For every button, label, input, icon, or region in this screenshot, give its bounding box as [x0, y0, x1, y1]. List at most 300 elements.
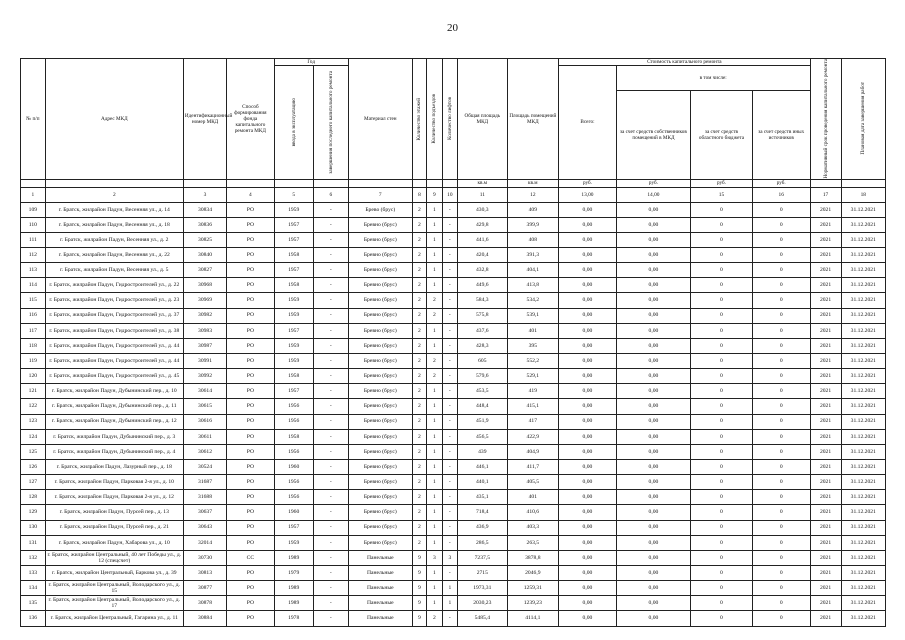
- cell-fund-method: РО: [227, 293, 274, 308]
- cell-year-commissioning: 1956: [274, 475, 313, 490]
- cell-year-commissioning: 1957: [274, 263, 313, 278]
- cell-year-last-repair: -: [313, 550, 348, 565]
- header-planned-start-label: Нормативный срок проведения капитального ремонта: [822, 59, 829, 179]
- cell-cost-other: 0: [752, 596, 810, 611]
- cell-cost-owners: 0,00: [616, 475, 690, 490]
- cell-wall-material: Бревно (брус): [348, 217, 412, 232]
- table-header: [21, 59, 886, 188]
- cell-lifts: -: [442, 520, 457, 535]
- cell-wall-material: Бревно (брус): [348, 414, 412, 429]
- cell-entrances: 1: [427, 338, 442, 353]
- cell-fund-method: РО: [227, 535, 274, 550]
- cell-planned-end: 31.12.2021: [841, 581, 885, 596]
- cell-row-number: 122: [21, 399, 46, 414]
- header-floors-label: Количество этажей: [416, 97, 423, 140]
- cell-planned-start: 2021: [810, 278, 841, 293]
- cell-total-area: 453,5: [458, 384, 507, 399]
- cell-planned-end: 31.12.2021: [841, 338, 885, 353]
- cell-year-last-repair: -: [313, 323, 348, 338]
- cell-address: г. Братск, жилрайон Падун, Гидростроителей ул., д. 44: [45, 338, 183, 353]
- cell-fund-method: РО: [227, 566, 274, 581]
- cell-house-id: 30637: [183, 505, 226, 520]
- cell-year-commissioning: 1959: [274, 354, 313, 369]
- header-year-commissioning: [274, 66, 313, 180]
- cell-year-commissioning: 1978: [274, 611, 313, 626]
- unit-cell: [313, 179, 348, 187]
- col-number: 14,00: [616, 187, 690, 202]
- cell-wall-material: Панельные: [348, 550, 412, 565]
- cell-row-number: 119: [21, 354, 46, 369]
- table-row: [21, 369, 886, 384]
- cell-cost-regional: 0: [691, 429, 753, 444]
- cell-fund-method: РО: [227, 354, 274, 369]
- cell-planned-end: 31.12.2021: [841, 611, 885, 626]
- cell-address: г. Братск, жилрайон Падун, Дубынинский пер., д. 11: [45, 399, 183, 414]
- table-row: [21, 338, 886, 353]
- cell-house-id: 30614: [183, 384, 226, 399]
- unit-cell: [841, 179, 885, 187]
- cell-planned-end: 31.12.2021: [841, 520, 885, 535]
- cell-living-area: 529,1: [507, 369, 559, 384]
- cell-year-last-repair: -: [313, 354, 348, 369]
- cell-cost-other: 0: [752, 384, 810, 399]
- cell-floors: 2: [412, 202, 426, 217]
- cell-living-area: 2046,9: [507, 566, 559, 581]
- cell-living-area: 1239,23: [507, 596, 559, 611]
- cell-planned-end: 31.12.2021: [841, 369, 885, 384]
- cell-total-area: 430,3: [458, 202, 507, 217]
- cell-planned-start: 2021: [810, 354, 841, 369]
- col-number: 1: [21, 187, 46, 202]
- col-number: 9: [427, 187, 442, 202]
- cell-total-area: 435,1: [458, 490, 507, 505]
- cell-wall-material: Панельные: [348, 566, 412, 581]
- cell-lifts: -: [442, 384, 457, 399]
- table-row: [21, 248, 886, 263]
- col-number: 13,00: [559, 187, 617, 202]
- cell-cost-regional: 0: [691, 535, 753, 550]
- cell-year-commissioning: 1989: [274, 596, 313, 611]
- cell-cost-total: 0,00: [559, 429, 617, 444]
- cell-living-area: 422,9: [507, 429, 559, 444]
- cell-cost-total: 0,00: [559, 535, 617, 550]
- cell-cost-regional: 0: [691, 354, 753, 369]
- col-number: 3: [183, 187, 226, 202]
- table-row: [21, 308, 886, 323]
- cell-year-commissioning: 1958: [274, 278, 313, 293]
- cell-wall-material: Бревно (брус): [348, 308, 412, 323]
- cell-fund-method: РО: [227, 202, 274, 217]
- cell-entrances: 2: [427, 369, 442, 384]
- cell-year-commissioning: 1959: [274, 293, 313, 308]
- header-floors: [412, 59, 426, 180]
- cell-cost-owners: 0,00: [616, 369, 690, 384]
- cell-cost-other: 0: [752, 263, 810, 278]
- header-num: № п/п: [21, 59, 46, 180]
- cell-total-area: 605: [458, 354, 507, 369]
- cell-planned-end: 31.12.2021: [841, 596, 885, 611]
- cell-total-area: 428,3: [458, 338, 507, 353]
- cell-cost-owners: 0,00: [616, 444, 690, 459]
- cell-year-commissioning: 1959: [274, 308, 313, 323]
- cell-living-area: 419: [507, 384, 559, 399]
- cell-cost-total: 0,00: [559, 475, 617, 490]
- cell-planned-end: 31.12.2021: [841, 444, 885, 459]
- cell-cost-regional: 0: [691, 566, 753, 581]
- cell-row-number: 121: [21, 384, 46, 399]
- cell-planned-end: 31.12.2021: [841, 232, 885, 247]
- cell-total-area: 456,5: [458, 429, 507, 444]
- table-row: [21, 278, 886, 293]
- cell-cost-regional: 0: [691, 232, 753, 247]
- unit-cell: [274, 179, 313, 187]
- cell-house-id: 30877: [183, 581, 226, 596]
- cell-planned-start: 2021: [810, 490, 841, 505]
- cell-total-area: 420,4: [458, 248, 507, 263]
- cell-cost-total: 0,00: [559, 581, 617, 596]
- cell-cost-total: 0,00: [559, 444, 617, 459]
- cell-floors: 2: [412, 338, 426, 353]
- cell-cost-owners: 0,00: [616, 202, 690, 217]
- cell-fund-method: РО: [227, 581, 274, 596]
- cell-total-area: 449,6: [458, 278, 507, 293]
- table-row: [21, 263, 886, 278]
- cell-year-last-repair: -: [313, 202, 348, 217]
- header-year-last-repair: [313, 66, 348, 180]
- cell-floors: 2: [412, 399, 426, 414]
- cell-cost-regional: 0: [691, 263, 753, 278]
- cell-lifts: 3: [442, 550, 457, 565]
- cell-lifts: -: [442, 323, 457, 338]
- cell-cost-owners: 0,00: [616, 520, 690, 535]
- cell-planned-end: 31.12.2021: [841, 550, 885, 565]
- cell-wall-material: Бревно (брус): [348, 263, 412, 278]
- cell-cost-owners: 0,00: [616, 566, 690, 581]
- cell-cost-regional: 0: [691, 369, 753, 384]
- cell-entrances: 1: [427, 263, 442, 278]
- cell-planned-end: 31.12.2021: [841, 202, 885, 217]
- cell-planned-end: 31.12.2021: [841, 566, 885, 581]
- cell-entrances: 1: [427, 278, 442, 293]
- cell-address: г. Братск, жилрайон Падун, Весенняя ул., д. 18: [45, 217, 183, 232]
- cell-cost-owners: 0,00: [616, 293, 690, 308]
- cell-living-area: 404,1: [507, 263, 559, 278]
- col-number: 2: [45, 187, 183, 202]
- cell-address: г. Братск, жилрайон Падун, Парковая 2-я ул., д. 12: [45, 490, 183, 505]
- cell-planned-start: 2021: [810, 308, 841, 323]
- cell-year-last-repair: -: [313, 217, 348, 232]
- cell-cost-other: 0: [752, 611, 810, 626]
- cell-planned-end: 31.12.2021: [841, 354, 885, 369]
- cell-entrances: 1: [427, 596, 442, 611]
- unit-cell: [348, 179, 412, 187]
- cell-planned-end: 31.12.2021: [841, 263, 885, 278]
- cell-house-id: 30982: [183, 308, 226, 323]
- cell-planned-start: 2021: [810, 429, 841, 444]
- cell-cost-total: 0,00: [559, 520, 617, 535]
- cell-entrances: 1: [427, 460, 442, 475]
- cell-wall-material: Брево (брус): [348, 202, 412, 217]
- cell-year-last-repair: -: [313, 444, 348, 459]
- cell-year-last-repair: -: [313, 505, 348, 520]
- cell-cost-regional: 0: [691, 505, 753, 520]
- cell-cost-owners: 0,00: [616, 429, 690, 444]
- cell-row-number: 109: [21, 202, 46, 217]
- cell-fund-method: РО: [227, 323, 274, 338]
- cell-wall-material: Бревно (брус): [348, 293, 412, 308]
- cell-entrances: 2: [427, 611, 442, 626]
- col-number: 5: [274, 187, 313, 202]
- cell-wall-material: Бревно (брус): [348, 232, 412, 247]
- cell-total-area: 436,9: [458, 520, 507, 535]
- cell-planned-end: 31.12.2021: [841, 490, 885, 505]
- cell-cost-owners: 0,00: [616, 550, 690, 565]
- cell-planned-start: 2021: [810, 323, 841, 338]
- cell-address: г. Братск, жилрайон Падун, Гидростроителей ул., д. 23: [45, 293, 183, 308]
- cell-floors: 2: [412, 520, 426, 535]
- cell-lifts: 1: [442, 596, 457, 611]
- cell-living-area: 417: [507, 414, 559, 429]
- cell-address: г. Братск, жилрайон Падун, Гидростроителей ул., д. 37: [45, 308, 183, 323]
- cell-row-number: 117: [21, 323, 46, 338]
- cell-address: г. Братск, жилрайон Падун, Гидростроителей ул., д. 45: [45, 369, 183, 384]
- cell-floors: 9: [412, 581, 426, 596]
- cell-cost-regional: 0: [691, 414, 753, 429]
- cell-planned-start: 2021: [810, 550, 841, 565]
- col-number: 4: [227, 187, 274, 202]
- cell-cost-total: 0,00: [559, 596, 617, 611]
- cell-year-commissioning: 1989: [274, 581, 313, 596]
- cell-row-number: 135: [21, 596, 46, 611]
- cell-lifts: -: [442, 202, 457, 217]
- cell-fund-method: РО: [227, 414, 274, 429]
- cell-cost-other: 0: [752, 338, 810, 353]
- cell-cost-owners: 0,00: [616, 338, 690, 353]
- table-row: [21, 444, 886, 459]
- cell-fund-method: РО: [227, 460, 274, 475]
- cell-floors: 2: [412, 414, 426, 429]
- cell-planned-end: 31.12.2021: [841, 429, 885, 444]
- cell-year-last-repair: -: [313, 384, 348, 399]
- cell-planned-end: 31.12.2021: [841, 460, 885, 475]
- cell-cost-total: 0,00: [559, 338, 617, 353]
- cell-wall-material: Бревно (брус): [348, 535, 412, 550]
- cell-planned-end: 31.12.2021: [841, 248, 885, 263]
- unit-cell: [427, 179, 442, 187]
- cell-total-area: 451,9: [458, 414, 507, 429]
- header-id: Идентификационный номер МКД: [183, 59, 226, 180]
- cell-cost-total: 0,00: [559, 323, 617, 338]
- unit-owners: руб.: [616, 179, 690, 187]
- cell-entrances: 1: [427, 520, 442, 535]
- col-number: 18: [841, 187, 885, 202]
- cell-lifts: 1: [442, 581, 457, 596]
- cell-lifts: -: [442, 248, 457, 263]
- cell-house-id: 30611: [183, 429, 226, 444]
- cell-lifts: -: [442, 369, 457, 384]
- cell-floors: 9: [412, 596, 426, 611]
- cell-cost-other: 0: [752, 475, 810, 490]
- cell-year-commissioning: 1956: [274, 414, 313, 429]
- cell-cost-owners: 0,00: [616, 611, 690, 626]
- cell-living-area: 399,9: [507, 217, 559, 232]
- cell-total-area: 432,8: [458, 263, 507, 278]
- cell-cost-regional: 0: [691, 596, 753, 611]
- cell-wall-material: Бревно (брус): [348, 399, 412, 414]
- cell-house-id: 30615: [183, 399, 226, 414]
- cell-year-commissioning: 1960: [274, 460, 313, 475]
- cell-address: г. Братск, жилрайон Падун, Хабарова ул., д. 10: [45, 535, 183, 550]
- cell-planned-end: 31.12.2021: [841, 278, 885, 293]
- cell-floors: 2: [412, 248, 426, 263]
- cell-row-number: 124: [21, 429, 46, 444]
- col-number: 11: [458, 187, 507, 202]
- cell-entrances: 1: [427, 475, 442, 490]
- col-number: 7: [348, 187, 412, 202]
- table-row: [21, 535, 886, 550]
- cell-cost-regional: 0: [691, 338, 753, 353]
- cell-year-commissioning: 1959: [274, 535, 313, 550]
- cell-planned-end: 31.12.2021: [841, 414, 885, 429]
- units-row: [21, 179, 886, 187]
- unit-regional: руб.: [691, 179, 753, 187]
- cell-fund-method: РО: [227, 369, 274, 384]
- cell-entrances: 2: [427, 308, 442, 323]
- cell-cost-regional: 0: [691, 581, 753, 596]
- cell-cost-regional: 0: [691, 611, 753, 626]
- cell-lifts: -: [442, 444, 457, 459]
- cell-cost-other: 0: [752, 550, 810, 565]
- cell-lifts: -: [442, 338, 457, 353]
- cell-floors: 2: [412, 429, 426, 444]
- table-row: [21, 202, 886, 217]
- cell-wall-material: Бревно (брус): [348, 369, 412, 384]
- cell-planned-end: 31.12.2021: [841, 399, 885, 414]
- cell-cost-other: 0: [752, 202, 810, 217]
- cell-planned-start: 2021: [810, 611, 841, 626]
- table-row: [21, 596, 886, 611]
- cell-living-area: 403,3: [507, 520, 559, 535]
- cell-wall-material: Бревно (брус): [348, 520, 412, 535]
- cell-row-number: 115: [21, 293, 46, 308]
- cell-planned-end: 31.12.2021: [841, 217, 885, 232]
- cell-house-id: 30884: [183, 611, 226, 626]
- cell-entrances: 1: [427, 566, 442, 581]
- cell-cost-regional: 0: [691, 490, 753, 505]
- cell-living-area: 4114,1: [507, 611, 559, 626]
- cell-address: г. Братск, жилрайон Падун, Гидростроителей ул., д. 38: [45, 323, 183, 338]
- cell-year-commissioning: 1957: [274, 217, 313, 232]
- cell-row-number: 116: [21, 308, 46, 323]
- cell-floors: 2: [412, 293, 426, 308]
- cell-cost-other: 0: [752, 505, 810, 520]
- col-number: 12: [507, 187, 559, 202]
- cell-fund-method: РО: [227, 217, 274, 232]
- cell-year-commissioning: 1957: [274, 520, 313, 535]
- header-year-last-repair-label: завершения последнего капитального ремонта: [327, 70, 334, 174]
- cell-cost-total: 0,00: [559, 369, 617, 384]
- header-living-area: Площадь помещений МКД: [507, 59, 559, 180]
- cell-cost-other: 0: [752, 490, 810, 505]
- cell-address: г. Братск, жилрайон Падун, Дубынинский пер., д. 3: [45, 429, 183, 444]
- cell-planned-start: 2021: [810, 505, 841, 520]
- cell-planned-start: 2021: [810, 520, 841, 535]
- cell-planned-end: 31.12.2021: [841, 293, 885, 308]
- cell-year-last-repair: -: [313, 248, 348, 263]
- cell-year-last-repair: -: [313, 308, 348, 323]
- header-wall: Материал стен: [348, 59, 412, 180]
- cell-cost-regional: 0: [691, 278, 753, 293]
- cell-entrances: 1: [427, 490, 442, 505]
- cell-lifts: -: [442, 308, 457, 323]
- cell-total-area: 429,8: [458, 217, 507, 232]
- cell-row-number: 120: [21, 369, 46, 384]
- cell-fund-method: РО: [227, 384, 274, 399]
- unit-cell: [21, 179, 46, 187]
- cell-house-id: 31687: [183, 475, 226, 490]
- cell-living-area: 411,7: [507, 460, 559, 475]
- cell-lifts: -: [442, 232, 457, 247]
- cell-planned-start: 2021: [810, 535, 841, 550]
- cell-entrances: 1: [427, 414, 442, 429]
- cell-planned-start: 2021: [810, 369, 841, 384]
- cell-year-last-repair: -: [313, 581, 348, 596]
- cell-year-commissioning: 1979: [274, 566, 313, 581]
- cell-lifts: -: [442, 293, 457, 308]
- cell-cost-total: 0,00: [559, 217, 617, 232]
- cell-living-area: 405,5: [507, 475, 559, 490]
- cell-lifts: -: [442, 278, 457, 293]
- header-cost: Стоимость капитального ремонта: [559, 59, 811, 66]
- cell-living-area: 539,1: [507, 308, 559, 323]
- cell-address: г. Братск, жилрайон Падун, Пурсей пер., д. 13: [45, 505, 183, 520]
- col-number: 17: [810, 187, 841, 202]
- cell-cost-owners: 0,00: [616, 581, 690, 596]
- cell-wall-material: Бревно (брус): [348, 338, 412, 353]
- cell-entrances: 1: [427, 444, 442, 459]
- cell-year-commissioning: 1959: [274, 338, 313, 353]
- cell-entrances: 2: [427, 293, 442, 308]
- cell-row-number: 136: [21, 611, 46, 626]
- cell-address: г. Братск, жилрайон Центральный, Володарского ул., д. 17: [45, 596, 183, 611]
- cell-planned-start: 2021: [810, 263, 841, 278]
- cell-planned-start: 2021: [810, 460, 841, 475]
- cell-year-commissioning: 1960: [274, 505, 313, 520]
- cell-planned-start: 2021: [810, 248, 841, 263]
- cell-cost-total: 0,00: [559, 490, 617, 505]
- cell-planned-start: 2021: [810, 293, 841, 308]
- cell-total-area: 446,1: [458, 460, 507, 475]
- cell-year-last-repair: -: [313, 490, 348, 505]
- cell-year-last-repair: -: [313, 535, 348, 550]
- cell-total-area: 579,6: [458, 369, 507, 384]
- cell-lifts: -: [442, 611, 457, 626]
- cell-house-id: 32014: [183, 535, 226, 550]
- table-row: [21, 520, 886, 535]
- cell-house-id: 30827: [183, 263, 226, 278]
- cell-address: г. Братск, жилрайон Падун, Дубынинский пер., д. 10: [45, 384, 183, 399]
- cell-house-id: 30983: [183, 323, 226, 338]
- cell-cost-total: 0,00: [559, 278, 617, 293]
- cell-total-area: 1973,31: [458, 581, 507, 596]
- cell-cost-total: 0,00: [559, 293, 617, 308]
- cell-floors: 2: [412, 490, 426, 505]
- unit-living-area: кв.м: [507, 179, 559, 187]
- cell-cost-other: 0: [752, 354, 810, 369]
- cell-year-last-repair: -: [313, 566, 348, 581]
- cell-cost-regional: 0: [691, 399, 753, 414]
- table-row: [21, 550, 886, 565]
